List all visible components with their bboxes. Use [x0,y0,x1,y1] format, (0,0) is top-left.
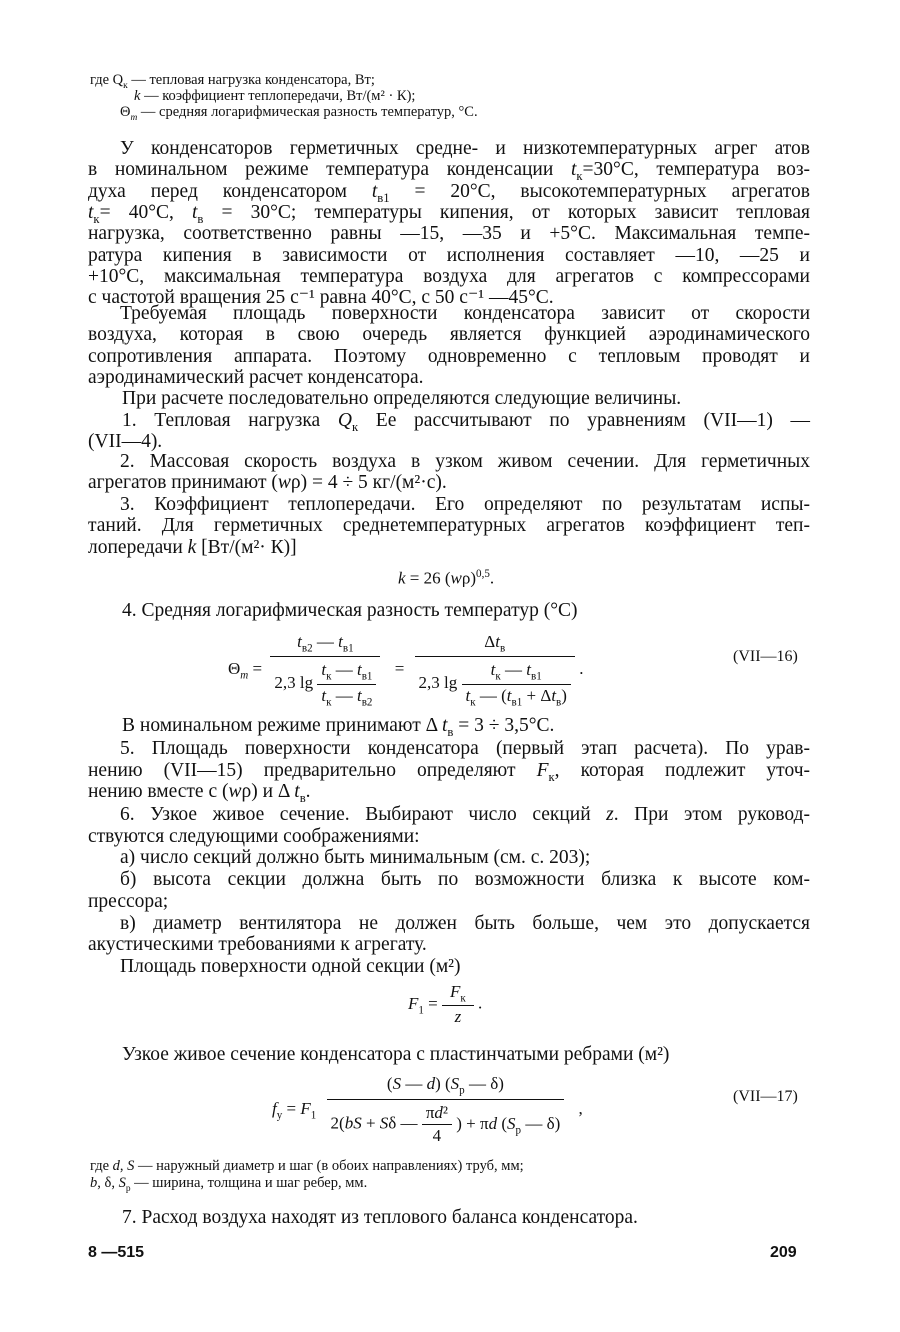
eq16-den1-num: $t_к$ — $t_{в1}$ [317,660,376,684]
p1-line: нагрузка, соответственно равны —15, —35 и +5°С. Максимальная темпе- [88,223,810,245]
p2-line: аэродинамический расчет конденсатора. [88,366,424,388]
item-4-line: 4. Средняя логарифмическая разность температур (°С) [122,600,578,621]
nominal-line: В номинальном режиме принимают Δ $t_в = 3 \div 3,5^\circ С$. [122,715,555,739]
item-7-line: 7. Расход воздуха находят из теплового баланса конденсатора. [122,1207,638,1228]
page-number: 209 [770,1244,797,1261]
eq16-num2: $\Delta t_в$ [415,632,575,657]
i3-line: лопередачи k [Вт/(м²· К)] [88,536,297,558]
f1-num: $F_к$ [442,982,474,1006]
i6-line: а) число секций должно быть минимальным (см. с. 203); [120,847,591,869]
eq16-den2-prefix: 2,3 lg [418,673,458,693]
formula-f1 [408,982,482,1027]
i6-line: акустическими требованиями к агрегату. [88,934,427,956]
p2-line: воздуха, которая в свою очередь является функцией аэродинамического [88,324,810,346]
legend-top-line-2: k — коэффициент теплопередачи, Вт/(м² · К); [134,88,416,104]
p1-line: с частотой вращения 25 с⁻¹ равна 40°С, с 50 с⁻¹ —45°С. [88,287,554,309]
eq17-den-frac-num: πd² [422,1103,452,1125]
intro-line: При расчете последовательно определяются следующие величины. [122,388,682,409]
eq16-den1-den: $t_к$ — $t_{в2}$ [321,685,373,709]
eq17-num: (S — d) ($S_р$ — δ) [327,1074,565,1100]
eq16-equals: = [394,659,405,678]
f1-end: . [478,993,483,1013]
page-signature: 8 —515 [88,1244,145,1261]
formula-k: k = 26 $(w\rho)^{0,5}$. [398,568,495,588]
eq16-den1-prefix: 2,3 lg [274,673,314,693]
i5-line: нению (VII—15) предварительно определяют $F_к$, которая подлежит уточ- [88,759,810,784]
p1-line: $t_к= 40^\circ С$, $t_в = 30^\circ С$; температуры кипения, от которых зависит тепловая [88,201,810,226]
p1-line: духа перед конденсатором $t_{в1} = 20^\circ С$, высокотемпературных агрегатов [88,180,811,205]
eq17-den-pre: 2(bS + Sδ — [330,1113,418,1133]
eq16-fraction-1 [270,632,380,708]
legend-bottom-line-2: b, δ, $S_р$ — ширина, толщина и шаг ребер, мм. [90,1175,368,1194]
eq17-lhs: $f_у = F_1$ [272,1099,317,1122]
p2-line: сопротивления аппарата. Поэтому одновременно с тепловым проводят и [88,345,810,367]
i5-line: нению вместе с (wρ) и Δ $t_в$. [88,781,311,805]
legend-bottom-line-1: где d, S — наружный диаметр и шаг (в обоих направлениях) труб, мм; [90,1158,524,1174]
eq17-den-post: ) + πd ($S_р$ — δ) [456,1113,561,1137]
i1-line: 1. Тепловая нагрузка $Q_к$ Ее рассчитывают по уравнениям (VII—1) — [122,410,811,434]
f1-den: z [454,1007,462,1027]
p1-line: +10°С, максимальная температура воздуха для агрегатов с компрессорами [88,265,810,287]
i6-line: прессора; [88,890,169,912]
eq17-den-frac-den: 4 [432,1126,442,1146]
narrow-section-line: Узкое живое сечение конденсатора с пластинчатыми ребрами (м²) [122,1044,670,1065]
i3-line: таний. Для герметичных среднетемпературных агрегатов коэффициент теп- [88,515,810,537]
i6-line: ствуются следующими соображениями: [88,825,420,847]
p1-line: У конденсаторов герметичных средне- и низкотемпературных агрег атов [120,138,810,159]
i2-line: агрегатов принимают (wρ) = 4 ÷ 5 кг/(м²·с). [88,472,447,494]
p1-line: в номинальном режиме температура конденсации $t_к=30^\circ С$, температура воз- [88,159,811,184]
eq16-number: (VII—16) [733,648,798,665]
eq16-den2-den: $t_к$ — $(t_{в1} + \Delta t_в)$ [465,685,567,709]
i5-line: 5. Площадь поверхности конденсатора (первый этап расчета). По урав- [120,738,810,759]
equation-vii-17 [272,1074,583,1146]
i3-line: 3. Коэффициент теплопередачи. Его определяют по результатам испы- [120,494,810,515]
equation-vii-16 [228,632,583,708]
eq16-lhs: $\Theta_m$ = [228,659,263,682]
i1-line: (VII—4). [88,431,163,453]
eq16-den2-num: $t_к$ — $t_{в1}$ [462,660,571,684]
eq16-fraction-2 [415,632,575,708]
f1-lhs: $F_1$ = [408,993,438,1016]
i6-line: Площадь поверхности одной секции (м²) [120,955,461,977]
i6-line: в) диаметр вентилятора не должен быть больше, чем это допускается [120,912,810,934]
i6-line: б) высота секции должна быть по возможности близка к высоте ком- [120,869,810,891]
legend-top-line-1: где $Q_к$ — тепловая нагрузка конденсатора, Вт; [90,72,375,91]
eq16-end: . [579,659,584,678]
p1-line: ратура кипения в зависимости от исполнения составляет —10, —25 и [88,244,810,266]
legend-top-line-3: $\Theta_m$ — средняя логарифмическая разность температур, °С. [120,104,478,123]
p2-line: Требуемая площадь поверхности конденсатора зависит от скорости [120,303,810,324]
i2-line: 2. Массовая скорость воздуха в узком живом сечении. Для герметичных [120,451,810,472]
eq16-num1: $t_{в2}$ — $t_{в1}$ [270,632,380,657]
eq17-end: , [578,1099,583,1119]
eq17-number: (VII—17) [733,1088,798,1105]
i6-line: 6. Узкое живое сечение. Выбирают число секций z. При этом руковод- [120,804,810,825]
